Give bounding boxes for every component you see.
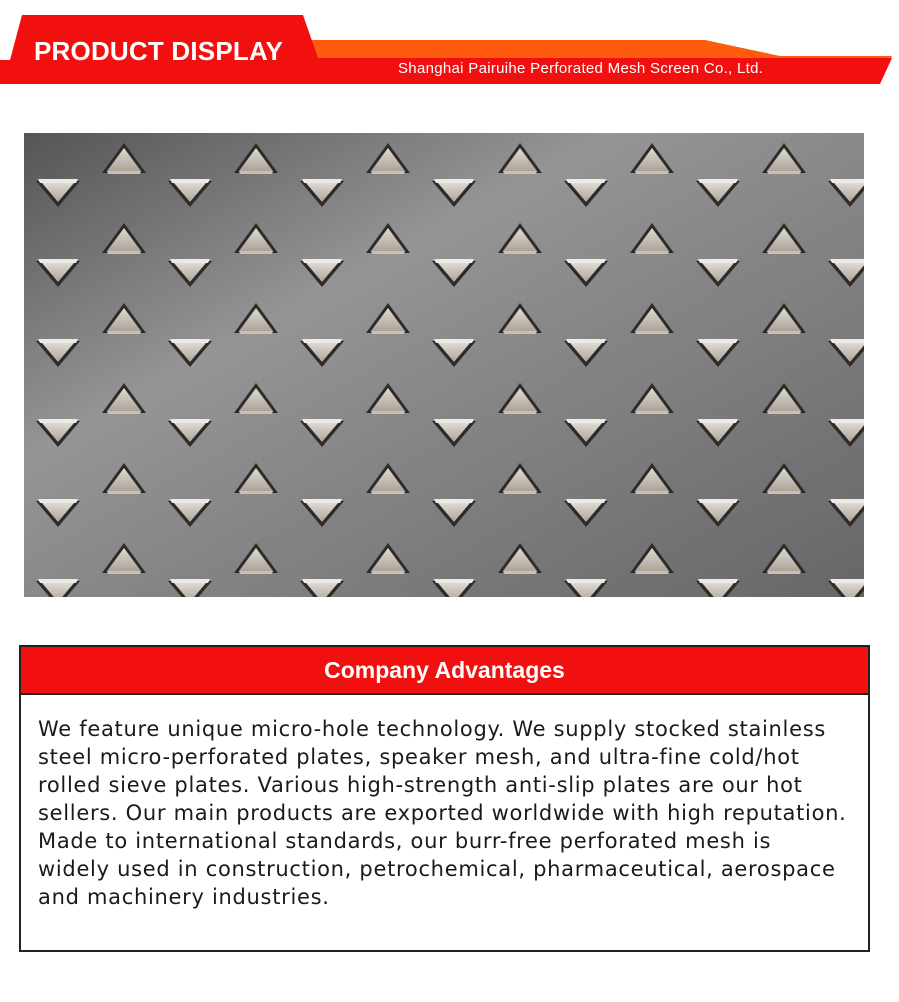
header-banner bbox=[0, 0, 899, 90]
perforated-plate-image bbox=[24, 133, 864, 597]
company-advantages-panel bbox=[19, 645, 870, 952]
company-advantages-header bbox=[21, 647, 868, 695]
company-advantages-title: Company Advantages bbox=[324, 657, 565, 683]
product-photo bbox=[24, 133, 864, 597]
banner-title: PRODUCT DISPLAY bbox=[34, 36, 284, 66]
company-advantages-text: We feature unique micro-hole technology. We supply stocked stainless steel micro-perforated plates, speaker mesh, and ultra-fine cold/hot rolled sieve plates. Various high-strength anti-slip plates are our hot sellers. Our main products are exported worldwide with high reputation. Made to international standards, our burr-free perforated mesh is widely used in construction, petrochemical, pharmaceutical, aerospace and machinery industries. bbox=[38, 717, 847, 909]
banner-company-name: Shanghai Pairuihe Perforated Mesh Screen Co., Ltd. bbox=[398, 60, 764, 77]
